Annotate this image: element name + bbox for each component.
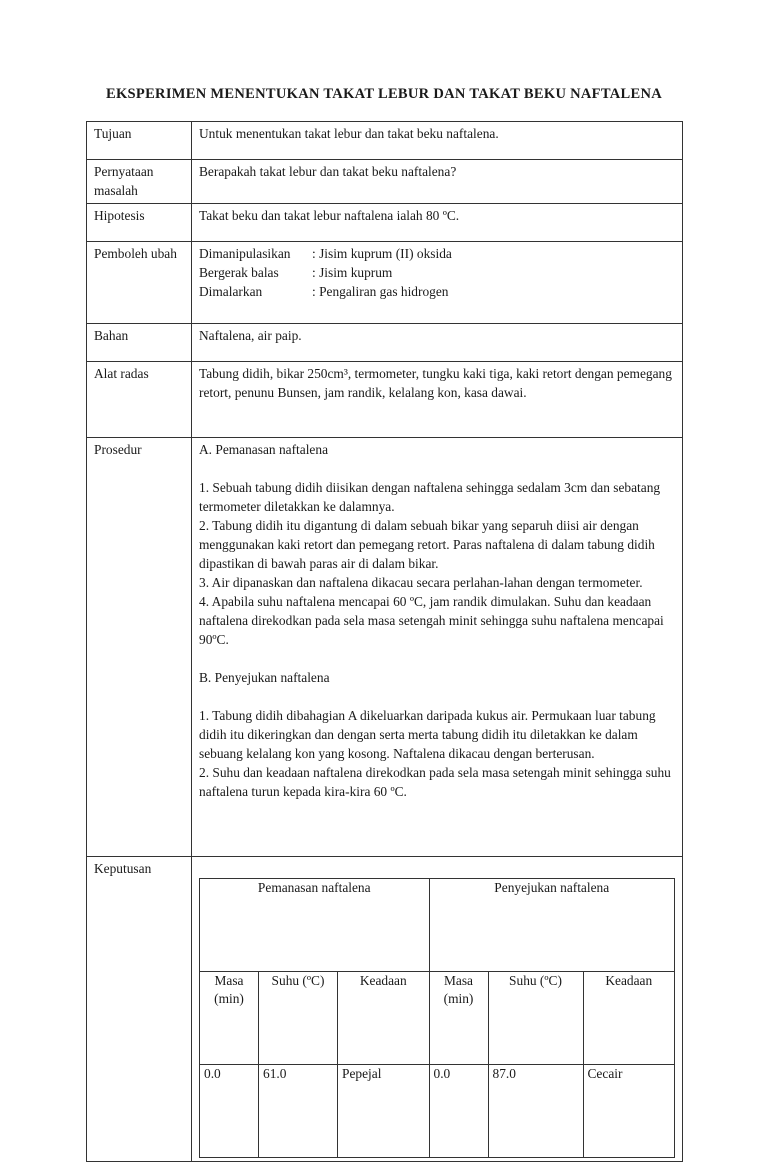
results-column-header	[200, 972, 675, 1065]
variables-list	[192, 242, 683, 324]
heat-state: Pepejal	[338, 1065, 430, 1158]
cool-time: 0.0	[429, 1065, 488, 1158]
procedure-step: 4. Apabila suhu naftalena mencapai 60 ºC, jam randik dimulakan. Suhu dan keadaan naftalena direkodkan pada sela masa setengah minit sehingga suhu naftalena mencapai 90ºC.	[199, 594, 664, 647]
variable-key: Dimanipulasikan	[199, 246, 291, 261]
label-alat-radas: Alat radas	[87, 362, 192, 438]
text-hipotesis: Takat beku dan takat lebur naftalena ialah 80 ºC.	[192, 204, 683, 242]
procedure-step: 1. Tabung didih dibahagian A dikeluarkan daripada kukus air. Permukaan luar tabung didih itu dikeringkan dan dengan serta merta tabung didih itu diletakkan ke dalam sebuang kelalang kon yang kosong. Naftalena dikacau dengan berterusan.	[199, 708, 656, 761]
row-hipotesis	[87, 204, 683, 242]
row-pernyataan-masalah	[87, 160, 683, 204]
label-tujuan: Tujuan	[87, 122, 192, 160]
col-keadaan-cooling: Keadaan	[583, 972, 675, 1065]
cooling-group-header: Penyejukan naftalena	[429, 879, 675, 972]
text-alat-radas: Tabung didih, bikar 250cm³, termometer, tungku kaki tiga, kaki retort dengan pemegang retort, penunu Bunsen, jam randik, kelalang kon, kasa dawai.	[192, 362, 683, 438]
procedure-step: 2. Tabung didih itu digantung di dalam sebuah bikar yang separuh diisi air dengan menggunakan kaki retort dan pemegang retort. Paras naftalena di dalam tabung didih dipastikan di bawah paras air di dalam bikar.	[199, 518, 655, 571]
col-suhu-heating: Suhu (ºC)	[259, 972, 338, 1065]
procedure-step: 1. Sebuah tabung didih diisikan dengan naftalena sehingga sedalam 3cm dan sebatang termometer diletakkan ke dalamnya.	[199, 480, 661, 514]
label-bahan: Bahan	[87, 324, 192, 362]
label-prosedur: Prosedur	[87, 438, 192, 857]
row-keputusan	[87, 857, 683, 1162]
row-prosedur	[87, 438, 683, 857]
cool-temp: 87.0	[488, 1065, 583, 1158]
experiment-table	[86, 121, 683, 1162]
variable-responding	[199, 263, 675, 282]
col-suhu-cooling: Suhu (ºC)	[488, 972, 583, 1065]
heating-group-header: Pemanasan naftalena	[200, 879, 430, 972]
text-pernyataan-masalah: Berapakah takat lebur dan takat beku naftalena?	[192, 160, 683, 204]
procedure-step: 3. Air dipanaskan dan naftalena dikacau secara perlahan-lahan dengan termometer.	[199, 575, 643, 590]
heat-temp: 61.0	[259, 1065, 338, 1158]
variable-manipulated	[199, 244, 675, 263]
text-tujuan: Untuk menentukan takat lebur dan takat beku naftalena.	[192, 122, 683, 160]
variable-value: : Jisim kuprum (II) oksida	[312, 246, 452, 261]
results-table	[199, 878, 675, 1158]
results-group-header	[200, 879, 675, 972]
row-tujuan	[87, 122, 683, 160]
label-pernyataan-masalah: Pernyataan masalah	[87, 160, 192, 204]
heat-time: 0.0	[200, 1065, 259, 1158]
variable-constant	[199, 282, 675, 301]
variable-key: Dimalarkan	[199, 284, 263, 299]
cool-state: Cecair	[583, 1065, 675, 1158]
results-cell	[192, 857, 683, 1162]
row-pemboleh-ubah	[87, 242, 683, 324]
label-keputusan: Keputusan	[87, 857, 192, 1162]
procedure-step: 2. Suhu dan keadaan naftalena direkodkan pada sela masa setengah minit sehingga suhu naftalena turun kepada kira-kira 60 ºC.	[199, 765, 671, 799]
variable-value: : Jisim kuprum	[312, 265, 393, 280]
col-masa-heating: Masa (min)	[200, 972, 259, 1065]
col-masa-cooling: Masa (min)	[429, 972, 488, 1065]
variable-key: Bergerak balas	[199, 265, 279, 280]
row-bahan	[87, 324, 683, 362]
procedure-content	[192, 438, 683, 857]
variable-value: : Pengaliran gas hidrogen	[312, 284, 449, 299]
label-pemboleh-ubah: Pemboleh ubah	[87, 242, 192, 324]
document-title: EKSPERIMEN MENENTUKAN TAKAT LEBUR DAN TAKAT BEKU NAFTALENA	[106, 86, 662, 102]
table-row	[200, 1065, 675, 1158]
section-a-heading: A. Pemanasan naftalena	[199, 442, 329, 457]
label-hipotesis: Hipotesis	[87, 204, 192, 242]
section-b-heading: B. Penyejukan naftalena	[199, 670, 330, 685]
row-alat-radas	[87, 362, 683, 438]
text-bahan: Naftalena, air paip.	[192, 324, 683, 362]
col-keadaan-heating: Keadaan	[338, 972, 430, 1065]
